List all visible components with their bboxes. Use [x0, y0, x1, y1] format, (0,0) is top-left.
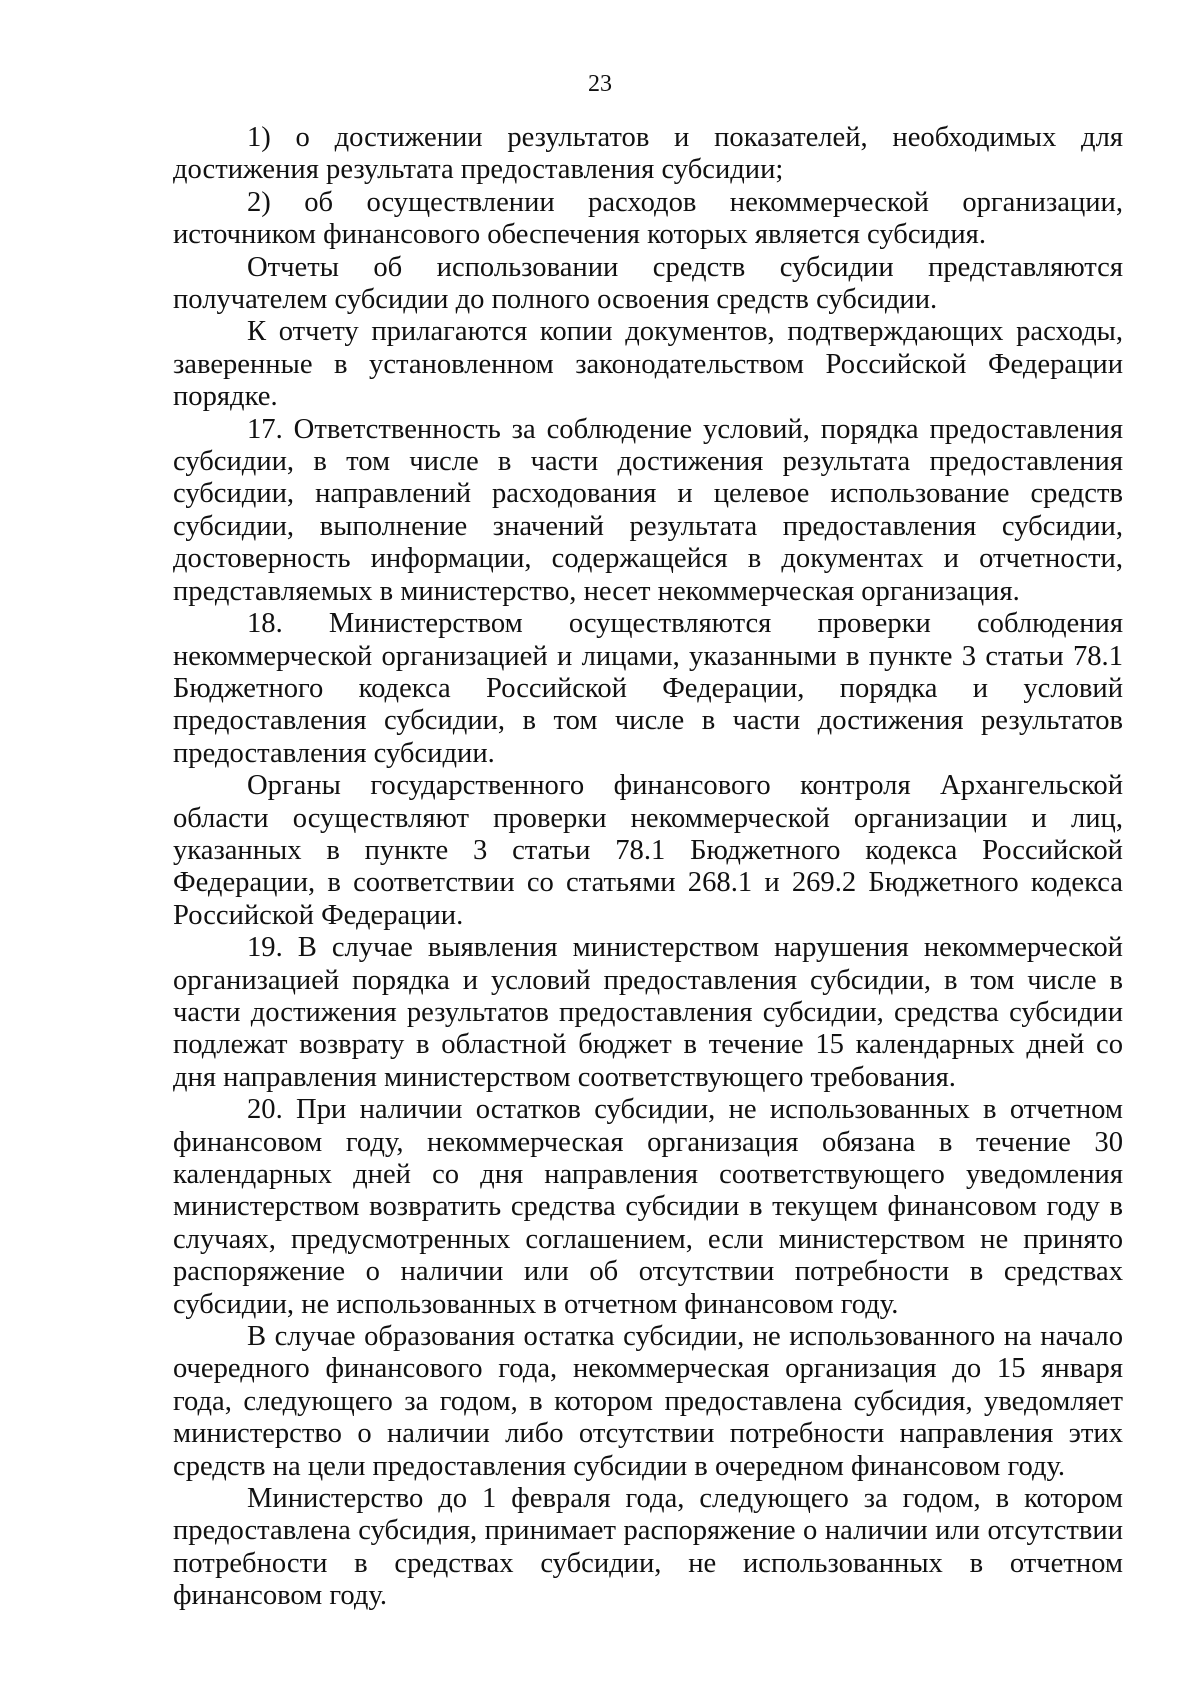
paragraph-report-item-1: 1) о достижении результатов и показателей, необходимых для достижения результата предоставления субсидии;	[173, 122, 1123, 186]
paragraph-clause-18: 18. Министерством осуществляются проверки соблюдения некоммерческой организацией и лицами, указанными в пункте 3 статьи 78.1 Бюджетного кодекса Российской Федерации, порядка и условий предоставления субсидии, в том числе в части достижения результатов предоставления субсидии.	[173, 608, 1123, 769]
paragraph-financial-control: Органы государственного финансового контроля Архангельской области осуществляют проверки некоммерческой организации и лиц, указанных в пункте 3 статьи 78.1 Бюджетного кодекса Российской Федерации, в соответствии со статьями 268.1 и 269.2 Бюджетного кодекса Российской Федерации.	[173, 770, 1123, 931]
paragraph-report-item-2: 2) об осуществлении расходов некоммерческой организации, источником финансового обеспечения которых является субсидия.	[173, 186, 1123, 251]
paragraph-remaining-balance: В случае образования остатка субсидии, не использованного на начало очередного финансового года, некоммерческая организация до 15 января года, следующего за годом, в котором предоставлена субсидия, уведомляет министерство о наличии либо отсутствии потребности направления этих средств на цели предоставления субсидии в очередном финансовом году.	[173, 1321, 1123, 1482]
paragraph-clause-19: 19. В случае выявления министерством нарушения некоммерческой организацией порядка и условий предоставления субсидии, в том числе в части достижения результатов предоставления субсидии, средства субсидии подлежат возврату в областной бюджет в течение 15 календарных дней со дня направления министерством соответствующего требования.	[173, 932, 1123, 1093]
paragraph-clause-20: 20. При наличии остатков субсидии, не использованных в отчетном финансовом году, некоммерческая организация обязана в течение 30 календарных дней со дня направления соответствующего уведомления министерством возвратить средства субсидии в текущем финансовом году в случаях, предусмотренных соглашением, если министерством не принято распоряжение о наличии или об отсутствии потребности в средствах субсидии, не использованных в отчетном финансовом году.	[173, 1094, 1123, 1320]
paragraph-ministry-decision: Министерство до 1 февраля года, следующего за годом, в котором предоставлена субсидия, принимает распоряжение о наличии или отсутствии потребности в средствах субсидии, не использованных в отчетном финансовом году.	[173, 1483, 1123, 1612]
document-body	[173, 122, 1123, 1613]
paragraph-report-attachments: К отчету прилагаются копии документов, подтверждающих расходы, заверенные в установленном законодательством Российской Федерации порядке.	[173, 316, 1123, 413]
paragraph-clause-17: 17. Ответственность за соблюдение условий, порядка предоставления субсидии, в том числе в части достижения результата предоставления субсидии, направлений расходования и целевое использование средств субсидии, выполнение значений результата предоставления субсидии, достоверность информации, содержащейся в документах и отчетности, представляемых в министерство, несет некоммерческая организация.	[173, 413, 1123, 607]
paragraph-reports-submission: Отчеты об использовании средств субсидии представляются получателем субсидии до полного освоения средств субсидии.	[173, 251, 1123, 316]
page-number: 23	[588, 71, 612, 97]
